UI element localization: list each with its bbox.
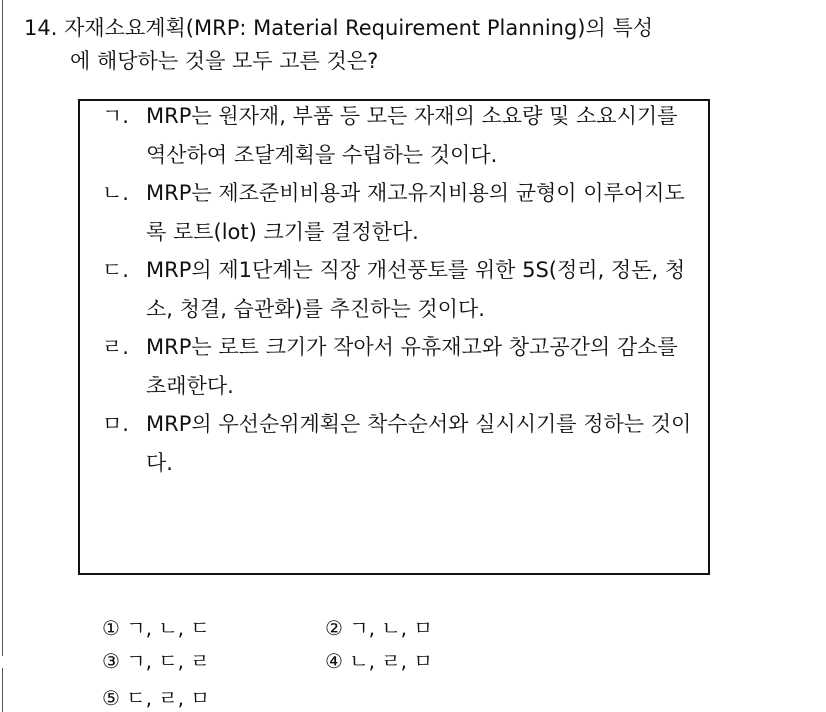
option-1[interactable]: ① ㄱ, ㄴ, ㄷ — [102, 616, 210, 640]
item-mark: ㅁ. — [102, 412, 129, 436]
item-mark: ㄴ. — [102, 181, 129, 205]
statement-item — [102, 405, 702, 482]
statement-item — [102, 174, 702, 251]
left-border — [2, 0, 3, 656]
item-text: MRP는 로트 크기가 작아서 유휴재고와 창고공간의 감소를 초래한다. — [146, 335, 678, 398]
item-text: MRP의 제1단계는 직장 개선풍토를 위한 5S(정리, 정돈, 청소, 청결, 습관화)를 추진하는 것이다. — [146, 258, 686, 321]
statement-item — [102, 97, 702, 174]
left-border — [2, 668, 3, 712]
question-line-1 — [24, 12, 653, 45]
statement-item — [102, 251, 702, 328]
option-4[interactable]: ④ ㄴ, ㄹ, ㅁ — [325, 649, 433, 673]
question-number: 14. — [24, 16, 58, 40]
item-text: MRP의 우선순위계획은 착수순서와 실시시기를 정하는 것이다. — [146, 412, 692, 475]
statement-item — [102, 328, 702, 405]
question-text: 자재소요계획(MRP: Material Requirement Planning)의 특성 — [64, 16, 654, 40]
option-2[interactable]: ② ㄱ, ㄴ, ㅁ — [325, 616, 433, 640]
item-mark: ㄱ. — [102, 104, 129, 128]
option-5[interactable]: ⑤ ㄷ, ㄹ, ㅁ — [102, 686, 210, 710]
question — [24, 12, 653, 78]
option-3[interactable]: ③ ㄱ, ㄷ, ㄹ — [102, 649, 210, 673]
question-line-2: 에 해당하는 것을 모두 고른 것은? — [70, 49, 379, 73]
statement-list — [102, 100, 702, 482]
item-mark: ㄷ. — [102, 258, 129, 282]
item-text: MRP는 제조준비비용과 재고유지비용의 균형이 이루어지도록 로트(lot) 크기를 결정한다. — [146, 181, 685, 244]
item-text: MRP는 원자재, 부품 등 모든 자재의 소요량 및 소요시기를 역산하여 조달계획을 수립하는 것이다. — [146, 104, 678, 167]
item-mark: ㄹ. — [102, 335, 129, 359]
